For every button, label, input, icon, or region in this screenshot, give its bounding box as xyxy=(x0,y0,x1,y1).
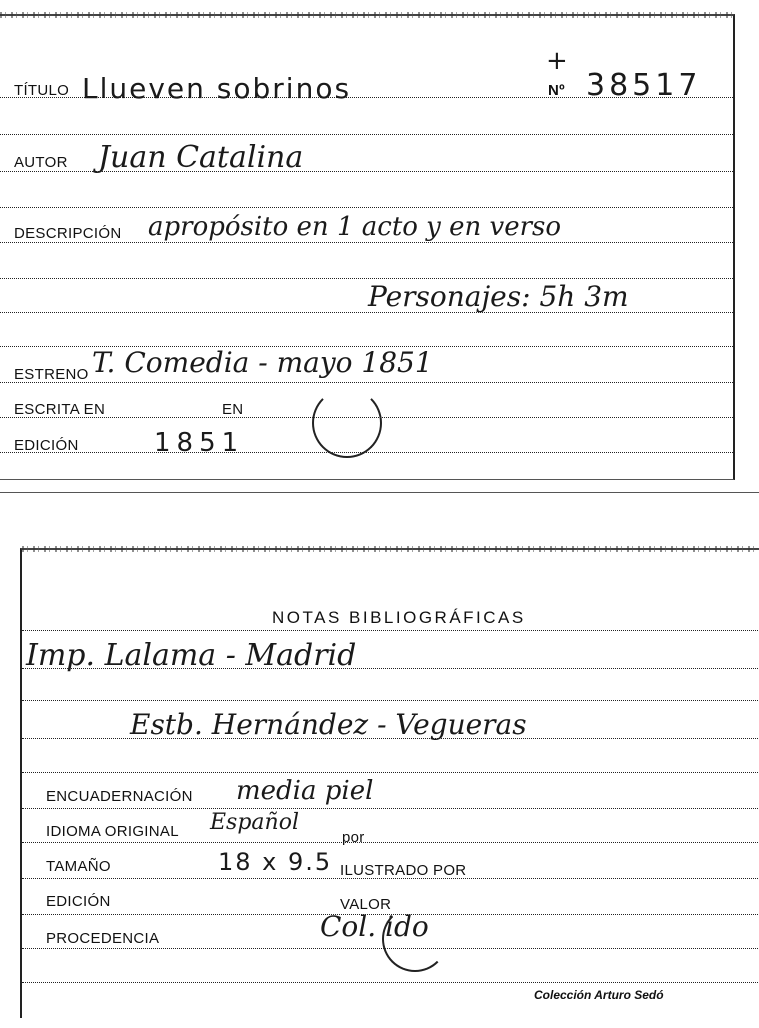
ruled-line xyxy=(22,772,758,773)
ruled-line xyxy=(22,842,758,843)
ruled-line xyxy=(0,278,733,279)
numero-mark: + xyxy=(546,46,571,76)
por-label: por xyxy=(342,829,365,846)
escrita-label: ESCRITA EN xyxy=(14,401,106,418)
card-edge-noise xyxy=(0,12,733,18)
numero-label: Nº xyxy=(548,82,565,99)
idioma-value: Español xyxy=(210,810,299,835)
nota-establecimiento: Estb. Hernández - Vegueras xyxy=(130,708,527,741)
autor-value: Juan Catalina xyxy=(98,140,304,175)
catalog-card-top xyxy=(0,14,735,480)
descripcion-label: DESCRIPCIÓN xyxy=(14,225,122,242)
idioma-label: IDIOMA ORIGINAL xyxy=(46,823,179,840)
edicion-label-2: EDICIÓN xyxy=(46,893,111,910)
stamp-partial-circle xyxy=(382,906,448,972)
ruled-line xyxy=(22,630,758,631)
estreno-value: T. Comedia - mayo 1851 xyxy=(92,346,433,379)
card-edge-noise xyxy=(22,546,759,552)
autor-label: AUTOR xyxy=(14,154,68,171)
tamano-label: TAMAÑO xyxy=(46,858,111,875)
personajes-value: Personajes: 5h 3m xyxy=(368,280,629,313)
ilustrado-label: ILUSTRADO POR xyxy=(340,862,467,879)
en-label: EN xyxy=(222,401,244,418)
procedencia-label: PROCEDENCIA xyxy=(46,930,160,947)
catalog-card-bottom xyxy=(20,548,759,1018)
nota-imprenta: Imp. Lalama - Madrid xyxy=(26,638,357,673)
ruled-line xyxy=(0,452,733,453)
numero-value: 38517 xyxy=(586,68,702,103)
titulo-value: Llueven sobrinos xyxy=(82,72,352,105)
titulo-label: TÍTULO xyxy=(14,82,70,99)
ruled-line xyxy=(22,700,758,701)
descripcion-value: apropósito en 1 acto y en verso xyxy=(148,212,562,242)
stamp-partial-circle xyxy=(312,388,382,458)
tamano-value: 18 x 9.5 xyxy=(218,848,333,876)
valor-label: VALOR xyxy=(340,896,392,913)
estreno-label: ESTRENO xyxy=(14,366,89,383)
ruled-line xyxy=(0,382,733,383)
ruled-line xyxy=(22,808,758,809)
card-separator xyxy=(0,492,759,493)
edicion-label: EDICIÓN xyxy=(14,437,79,454)
ruled-line xyxy=(22,982,758,983)
procedencia-value: Col. ido xyxy=(320,910,429,943)
notas-heading: NOTAS BIBLIOGRÁFICAS xyxy=(272,608,526,627)
ruled-line xyxy=(0,207,733,208)
edicion-value: 1851 xyxy=(154,428,245,458)
encuadernacion-label: ENCUADERNACIÓN xyxy=(46,788,193,805)
collection-credit: Colección Arturo Sedó xyxy=(534,988,664,1002)
ruled-line xyxy=(0,134,733,135)
encuadernacion-value: media piel xyxy=(236,776,374,806)
ruled-line xyxy=(0,242,733,243)
